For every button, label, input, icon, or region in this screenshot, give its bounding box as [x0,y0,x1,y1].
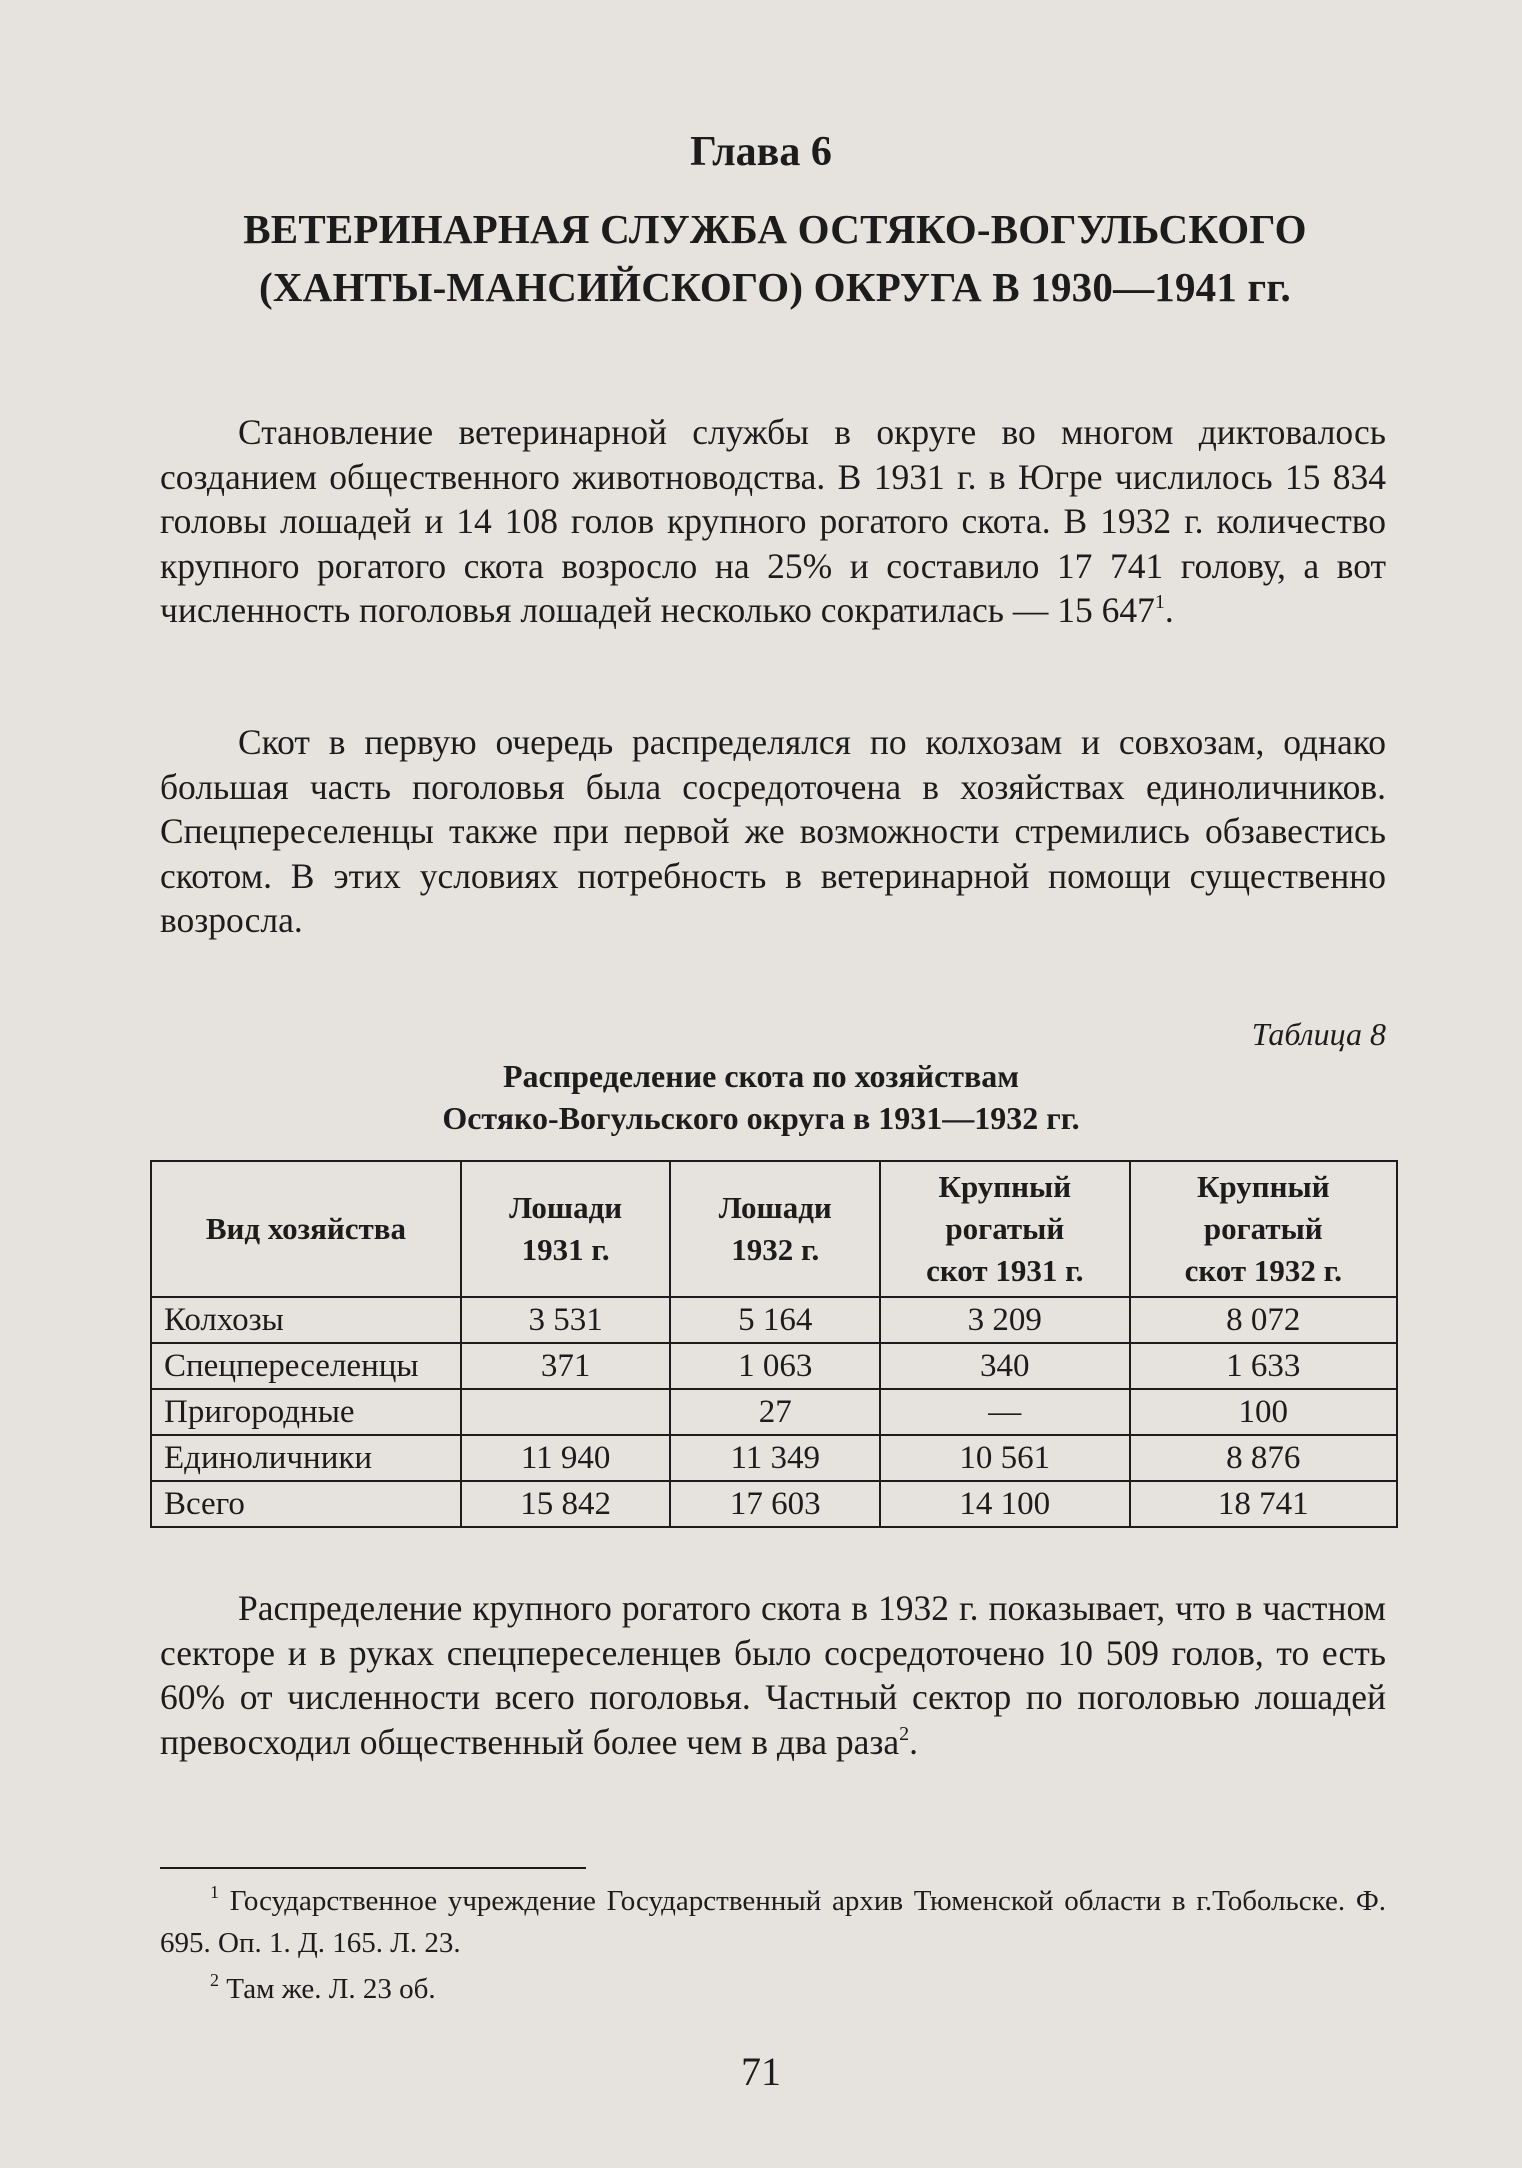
paragraph-3-text: Распределение крупного рогатого скота в 1932 г. показывает, что в частном секторе и в руках спецпереселенцев было сосредоточено 10 509 голов, то есть 60% от численности всего поголовья. Частный сектор по поголовью лошадей превосходил общественный более чем в два раза [160,1588,1386,1762]
cell-horses-1931 [461,1389,671,1435]
cell-cattle-1931: — [880,1389,1130,1435]
cell-cattle-1931: 14 100 [880,1481,1130,1527]
chapter-title-line-1: ВЕТЕРИНАРНАЯ СЛУЖБА ОСТЯКО-ВОГУЛЬСКОГО [243,206,1307,252]
footnote-1-text: Государственное учреждение Государственный архив Тюменской области в г.Тобольске. Ф. 695. Оп. 1. Д. 165. Л. 23. [160,1885,1386,1959]
page-number: 71 [741,2049,781,2094]
table-row [151,1389,1397,1435]
paragraph-1: Становление ветеринарной службы в округе во многом диктовалось созданием общественного животноводства. В 1931 г. в Югре числилось 15 834 головы лошадей и 14 108 голов крупного рогатого скота. В 1932 г. количество крупного рогатого скота возросло на 25% и составило 17 741 голову, а вот численность поголовья лошадей несколько сократилась — 15 $647^1$. [160,412,1386,630]
table-row [151,1343,1397,1389]
cell-horses-1932: 17 603 [670,1481,880,1527]
paragraph-2: Скот в первую очередь распределялся по колхозам и совхозам, однако большая часть поголовья была сосредоточена в хозяйствах единоличников. Спецпереселенцы также при первой же возможности стремились обзавестись скотом. В этих условиях потребность в ветеринарной помощи существенно возросла. [160,722,1386,940]
cell-cattle-1931: 3 209 [880,1297,1130,1343]
cell-horses-1931: 11 940 [461,1435,671,1481]
cell-farm-type: Единоличники [151,1435,461,1481]
header-horses-1931: Лошади 1931 г. [461,1161,671,1297]
table-row-total [151,1481,1397,1527]
paragraph-1-text: Становление ветеринарной службы в округе во многом диктовалось созданием общественного животноводства. В 1931 г. в Югре числилось 15 834 головы лошадей и 14 108 голов крупного рогатого скота. В 1932 г. количество крупного рогатого скота возросло на 25% и составило 17 741 голову, а вот численность поголовья лошадей несколько сократилась — 15 647 [160,412,1386,630]
cell-horses-1932: 11 349 [670,1435,880,1481]
footnote-1 [160,1880,1386,1964]
cell-farm-type: Колхозы [151,1297,461,1343]
cell-cattle-1932: 18 741 [1130,1481,1397,1527]
table-caption [0,1055,1522,1139]
livestock-table [150,1160,1398,1528]
cell-horses-1932: 1 063 [670,1343,880,1389]
table-caption-line-2: Остяко-Вогульского округа в 1931—1932 гг. [442,1100,1080,1136]
footnote-2 [160,1968,1386,2010]
cell-farm-type: Спецпереселенцы [151,1343,461,1389]
header-cattle-1932: Крупный рогатый скот 1932 г. [1130,1161,1397,1297]
cell-farm-type: Всего [151,1481,461,1527]
cell-farm-type: Пригородные [151,1389,461,1435]
table-row [151,1297,1397,1343]
footnote-ref-2: 2 [899,1722,910,1745]
cell-cattle-1931: 340 [880,1343,1130,1389]
footnote-divider [160,1867,586,1869]
header-horses-1932: Лошади 1932 г. [670,1161,880,1297]
table-header-row [151,1161,1397,1297]
header-farm-type: Вид хозяйства [151,1161,461,1297]
chapter-title-line-2: (ХАНТЫ-МАНСИЙСКОГО) ОКРУГА В 1930—1941 гг. [259,264,1291,310]
cell-cattle-1932: 100 [1130,1389,1397,1435]
header-cattle-1931: Крупный рогатый скот 1931 г. [880,1161,1130,1297]
table-row [151,1435,1397,1481]
footnote-ref-1: 1 [1154,591,1165,613]
cell-cattle-1932: 1 633 [1130,1343,1397,1389]
cell-horses-1932: 27 [670,1389,880,1435]
table-caption-line-1: Распределение скота по хозяйствам [502,1058,1020,1094]
paragraph-3: Распределение крупного рогатого скота в 1932 г. показывает, что в частном секторе и в руках спецпереселенцев было сосредоточено 10 509 голов, то есть 60% от численности всего поголовья. Частный сектор по поголовью лошадей превосходил общественный более чем в два раза$^2$. [160,1588,1386,1762]
chapter-title [150,200,1400,316]
cell-horses-1931: 3 531 [461,1297,671,1343]
cell-cattle-1932: 8 876 [1130,1435,1397,1481]
cell-horses-1931: 15 842 [461,1481,671,1527]
table-label: Таблица 8 [1251,1016,1386,1052]
cell-cattle-1932: 8 072 [1130,1297,1397,1343]
footnote-1-mark: 1 [210,1882,219,1902]
chapter-number: Глава 6 [690,129,832,175]
footnote-2-text: Там же. Л. 23 об. [226,1973,436,2005]
cell-horses-1931: 371 [461,1343,671,1389]
cell-cattle-1931: 10 561 [880,1435,1130,1481]
cell-horses-1932: 5 164 [670,1297,880,1343]
footnote-2-mark: 2 [210,1970,219,1990]
